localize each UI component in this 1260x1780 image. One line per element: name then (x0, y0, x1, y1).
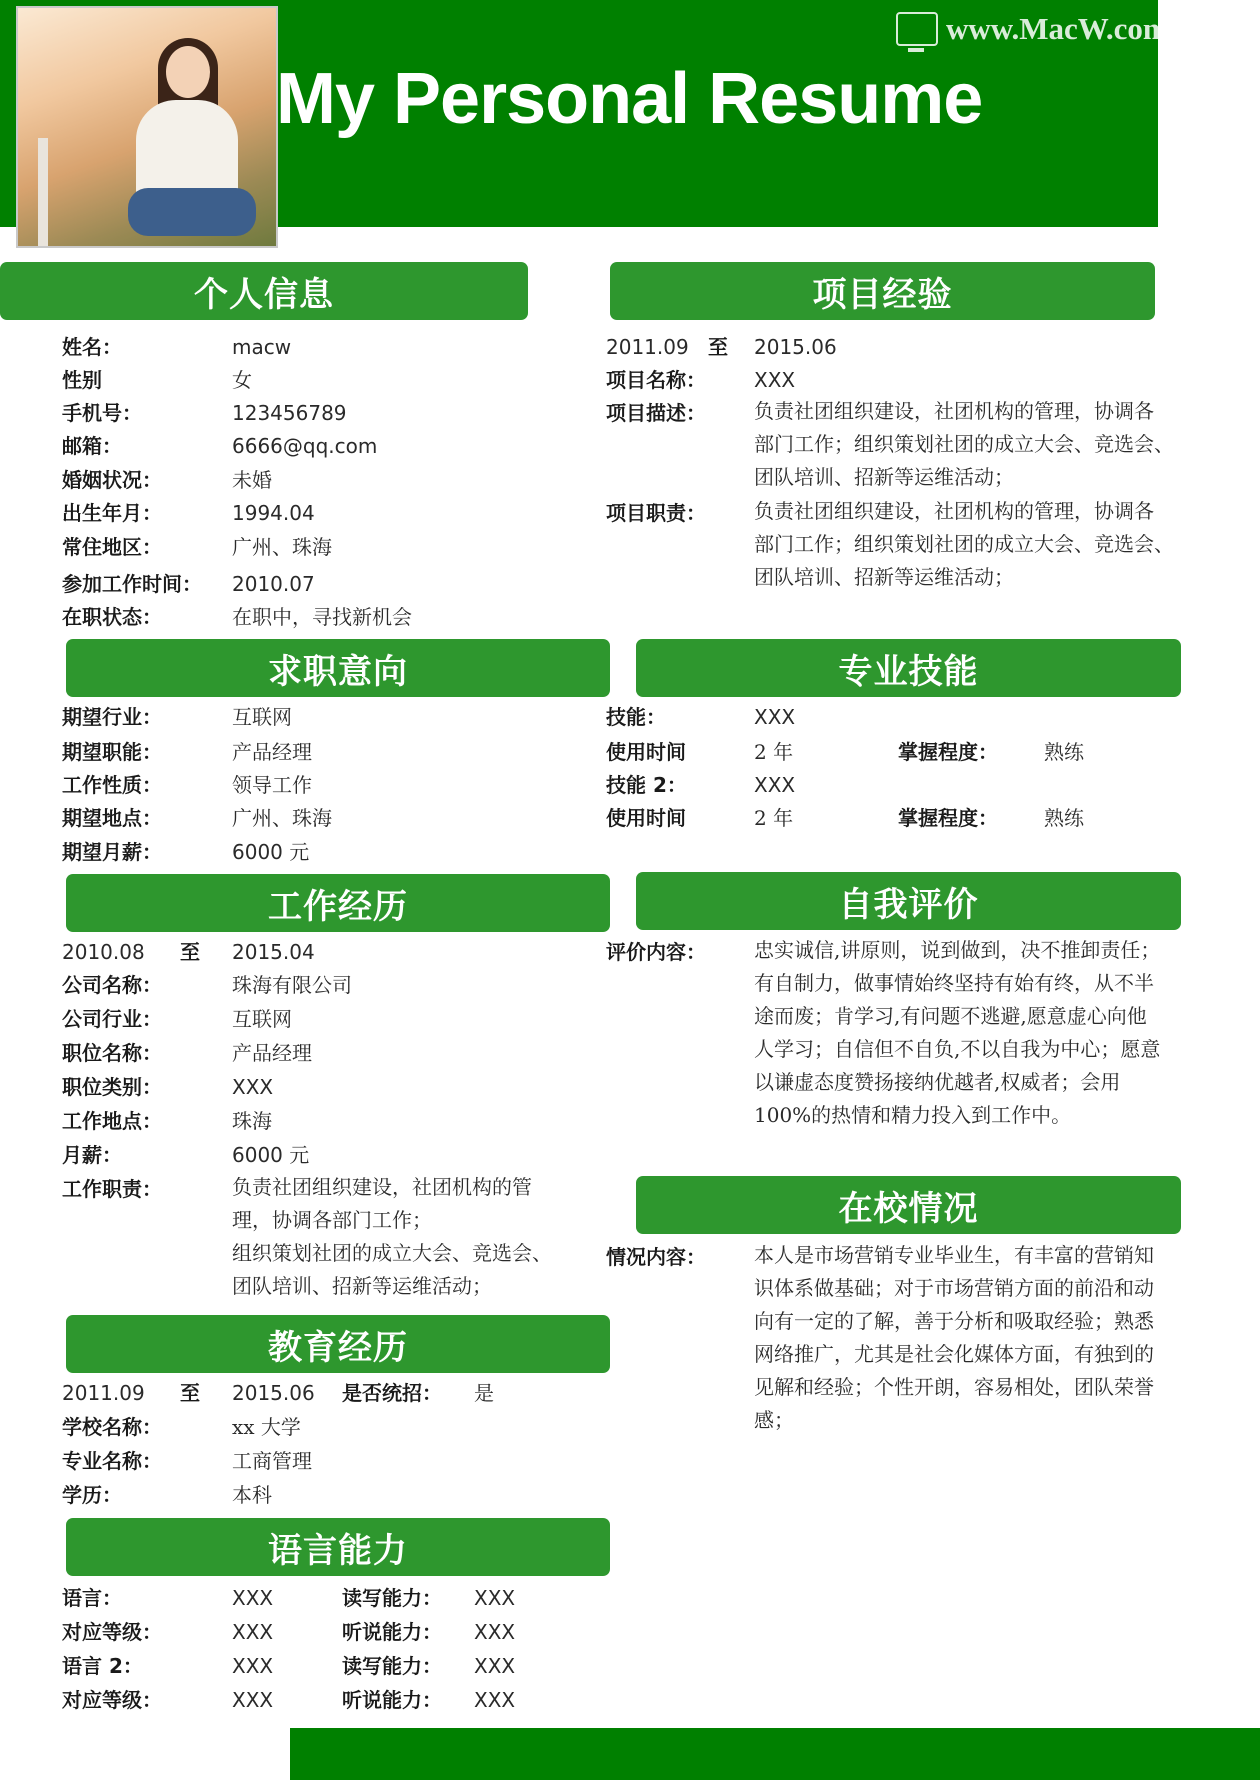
work-value: 互联网 (232, 1007, 292, 1031)
intention-value: 互联网 (232, 705, 292, 729)
footer-bar (290, 1728, 1260, 1780)
lang-value2: XXX (474, 1586, 516, 1610)
lang-value: XXX (232, 1654, 274, 1678)
lang-value2: XXX (474, 1688, 516, 1712)
watermark-text: www.MacW.com (946, 11, 1169, 46)
lang-label2: 读写能力： (342, 1586, 442, 1610)
personal-label: 参加工作时间： (62, 572, 202, 596)
project-duty-label: 项目职责： (606, 501, 706, 525)
skill-value: XXX (754, 705, 796, 729)
personal-label: 手机号： (62, 401, 142, 425)
project-duty-line: 部门工作；组织策划社团的成立大会、竞选会、 (754, 532, 1174, 556)
intention-label: 期望地点： (62, 806, 162, 830)
section-education-heading: 教育经历 (66, 1315, 610, 1373)
personal-value: 1994.04 (232, 501, 315, 525)
personal-value: 123456789 (232, 401, 347, 425)
self-eval-label: 评价内容： (606, 940, 706, 964)
work-start: 2010.08 (62, 940, 145, 964)
work-end: 2015.04 (232, 940, 315, 964)
intention-label: 期望职能： (62, 740, 162, 764)
work-label: 职位类别： (62, 1075, 162, 1099)
skill-time-value: 2 年 (754, 740, 794, 764)
skill-value: XXX (754, 773, 796, 797)
self-eval-line: 人学习；自信但不自负,不以自我为中心；愿意 (754, 1037, 1161, 1061)
self-eval-line: 有自制力，做事情始终坚持有始有终，从不半 (754, 971, 1154, 995)
skill-label: 技能： (606, 705, 666, 729)
self-eval-line: 以谦虚态度赞扬接纳优越者,权威者；会用 (754, 1070, 1121, 1094)
project-desc-line: 团队培训、招新等运维活动； (754, 465, 1014, 489)
project-to: 至 (708, 335, 728, 359)
lang-value2: XXX (474, 1620, 516, 1644)
work-value: 珠海 (232, 1109, 272, 1133)
project-duty-line: 团队培训、招新等运维活动； (754, 565, 1014, 589)
work-value: 珠海有限公司 (232, 973, 352, 997)
edu-label: 专业名称： (62, 1449, 162, 1473)
work-label: 公司名称： (62, 973, 162, 997)
campus-label: 情况内容： (606, 1245, 706, 1269)
lang-label: 对应等级： (62, 1620, 162, 1644)
personal-value: 未婚 (232, 468, 272, 492)
edu-end: 2015.06 (232, 1381, 315, 1405)
skill-time-label: 使用时间 (606, 740, 686, 764)
intention-label: 期望月薪： (62, 840, 162, 864)
edu-value: 工商管理 (232, 1449, 312, 1473)
personal-label: 出生年月： (62, 501, 162, 525)
section-campus-heading: 在校情况 (636, 1176, 1181, 1234)
skill-label: 技能 2： (606, 773, 687, 797)
watermark (896, 10, 1169, 48)
edu-value: 本科 (232, 1483, 272, 1507)
edu-to: 至 (180, 1381, 200, 1405)
lang-value2: XXX (474, 1654, 516, 1678)
personal-value: 6666@qq.com (232, 434, 378, 458)
lang-label: 语言 2： (62, 1654, 143, 1678)
monitor-icon (896, 12, 938, 46)
intention-value: 6000 元 (232, 840, 310, 864)
work-value: 6000 元 (232, 1143, 310, 1167)
personal-value: 女 (232, 368, 252, 392)
lang-value: XXX (232, 1586, 274, 1610)
skill-time-value: 2 年 (754, 806, 794, 830)
work-duty-line: 组织策划社团的成立大会、竞选会、 (232, 1241, 552, 1265)
work-duty-line: 负责社团组织建设，社团机构的管 (232, 1175, 532, 1199)
personal-label: 邮箱： (62, 434, 122, 458)
work-duty-line: 团队培训、招新等运维活动； (232, 1274, 492, 1298)
intention-label: 工作性质： (62, 773, 162, 797)
edu-start: 2011.09 (62, 1381, 145, 1405)
edu-label: 学校名称： (62, 1415, 162, 1439)
campus-line: 感； (754, 1408, 794, 1432)
section-personal-heading: 个人信息 (0, 262, 528, 320)
work-label: 工作地点： (62, 1109, 162, 1133)
edu-value: xx 大学 (232, 1415, 301, 1439)
section-project-heading: 项目经验 (610, 262, 1155, 320)
section-work-heading: 工作经历 (66, 874, 610, 932)
project-desc-line: 负责社团组织建设，社团机构的管理，协调各 (754, 399, 1154, 423)
self-eval-line: 途而废；肯学习,有问题不逃避,愿意虚心向他 (754, 1004, 1147, 1028)
personal-value: macw (232, 335, 292, 359)
self-eval-line: 100%的热情和精力投入到工作中。 (754, 1103, 1072, 1127)
personal-value: 2010.07 (232, 572, 315, 596)
profile-photo (16, 6, 278, 248)
section-language-heading: 语言能力 (66, 1518, 610, 1576)
work-value: XXX (232, 1075, 274, 1099)
lang-label: 对应等级： (62, 1688, 162, 1712)
project-name-value: XXX (754, 368, 796, 392)
campus-line: 本人是市场营销专业毕业生，有丰富的营销知 (754, 1243, 1154, 1267)
edu-unified-value: 是 (474, 1381, 494, 1405)
lang-label2: 读写能力： (342, 1654, 442, 1678)
lang-label2: 听说能力： (342, 1620, 442, 1644)
lang-label2: 听说能力： (342, 1688, 442, 1712)
campus-line: 网络推广，尤其是社会化媒体方面，有独到的 (754, 1342, 1154, 1366)
section-skills-heading: 专业技能 (636, 639, 1181, 697)
project-end: 2015.06 (754, 335, 837, 359)
intention-value: 领导工作 (232, 773, 312, 797)
project-duty-line: 负责社团组织建设，社团机构的管理，协调各 (754, 499, 1154, 523)
project-desc-label: 项目描述： (606, 401, 706, 425)
edu-label: 学历： (62, 1483, 122, 1507)
self-eval-line: 忠实诚信,讲原则，说到做到，决不推卸责任； (754, 938, 1161, 962)
project-start: 2011.09 (606, 335, 689, 359)
work-label: 公司行业： (62, 1007, 162, 1031)
work-label: 职位名称： (62, 1041, 162, 1065)
personal-label: 婚姻状况： (62, 468, 162, 492)
work-duty-label: 工作职责： (62, 1177, 162, 1201)
section-self-eval-heading: 自我评价 (636, 872, 1181, 930)
lang-label: 语言： (62, 1586, 122, 1610)
lang-value: XXX (232, 1620, 274, 1644)
skill-time-label: 使用时间 (606, 806, 686, 830)
skill-level-label: 掌握程度： (898, 806, 998, 830)
intention-value: 产品经理 (232, 740, 312, 764)
personal-value: 在职中，寻找新机会 (232, 605, 412, 629)
project-desc-line: 部门工作；组织策划社团的成立大会、竞选会、 (754, 432, 1174, 456)
intention-label: 期望行业： (62, 705, 162, 729)
personal-label: 常住地区： (62, 535, 162, 559)
lang-value: XXX (232, 1688, 274, 1712)
personal-label: 在职状态： (62, 605, 162, 629)
work-label: 月薪： (62, 1143, 122, 1167)
personal-value: 广州、珠海 (232, 535, 332, 559)
page-title: My Personal Resume (276, 59, 983, 139)
edu-unified-label: 是否统招： (342, 1381, 442, 1405)
campus-line: 向有一定的了解，善于分析和吸取经验；熟悉 (754, 1309, 1154, 1333)
personal-label: 性别 (62, 368, 102, 392)
work-duty-line: 理，协调各部门工作； (232, 1208, 432, 1232)
project-name-label: 项目名称： (606, 368, 706, 392)
work-to: 至 (180, 940, 200, 964)
skill-level-value: 熟练 (1044, 740, 1084, 764)
personal-label: 姓名： (62, 335, 122, 359)
section-intention-heading: 求职意向 (66, 639, 610, 697)
skill-level-label: 掌握程度： (898, 740, 998, 764)
work-value: 产品经理 (232, 1041, 312, 1065)
campus-line: 识体系做基础；对于市场营销方面的前沿和动 (754, 1276, 1154, 1300)
skill-level-value: 熟练 (1044, 806, 1084, 830)
intention-value: 广州、珠海 (232, 806, 332, 830)
campus-line: 见解和经验；个性开朗，容易相处，团队荣誉 (754, 1375, 1154, 1399)
